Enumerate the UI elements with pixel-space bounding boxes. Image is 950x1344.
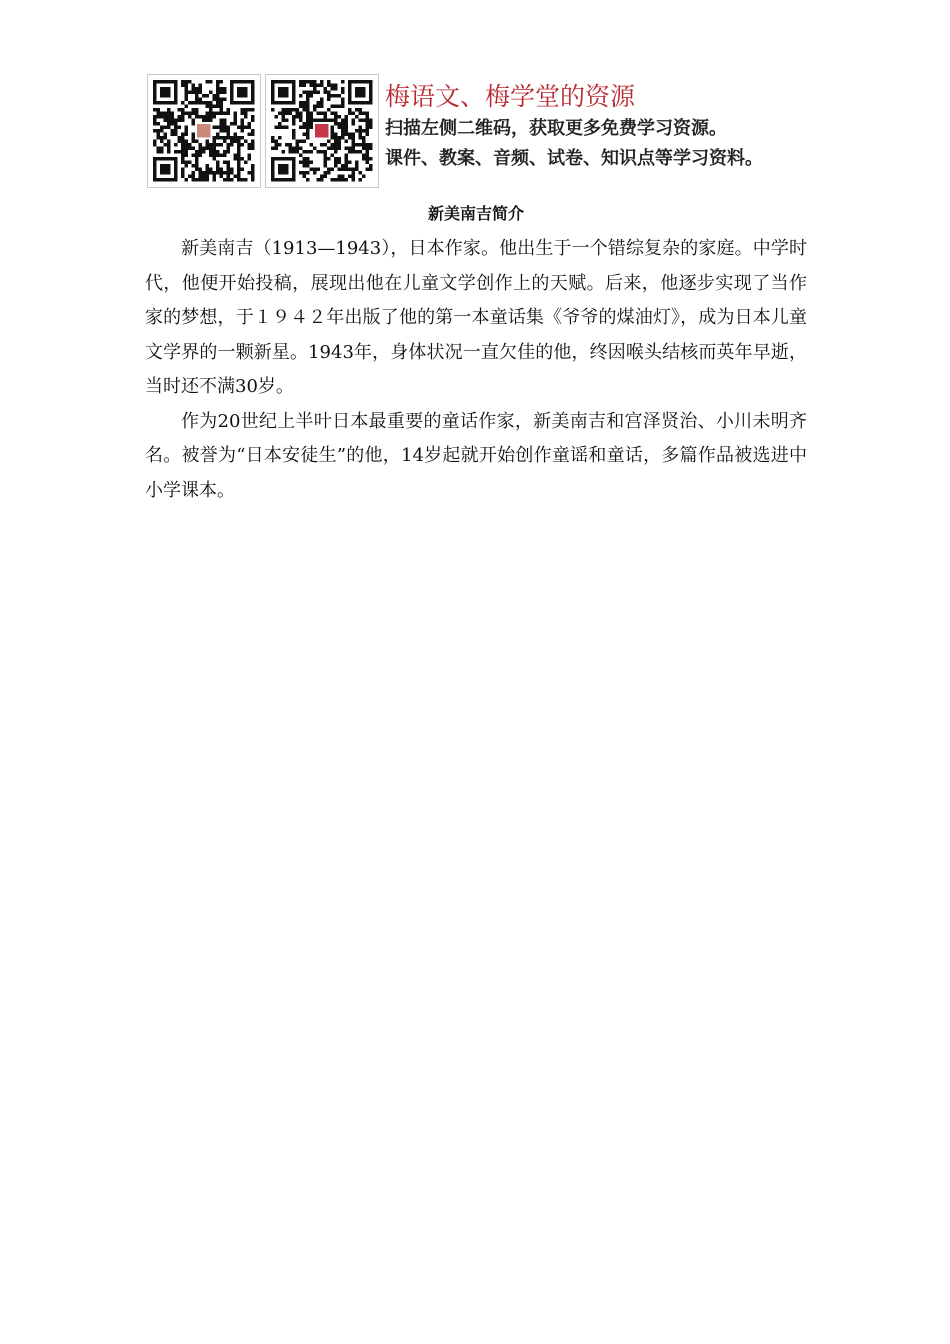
qr-code-image[interactable] bbox=[147, 74, 261, 188]
article-title: 新美南吉简介 bbox=[427, 204, 524, 223]
brand-title: 梅语文、梅学堂的资源 bbox=[385, 82, 636, 111]
qr-code-graphic bbox=[266, 75, 378, 187]
qr-code-graphic bbox=[148, 75, 260, 187]
resource-banner bbox=[147, 74, 807, 188]
promo-line-1: 扫描左侧二维码，获取更多免费学习资源。 bbox=[385, 118, 727, 139]
article-paragraph: 新美南吉（1913—1943），日本作家。他出生于一个错综复杂的家庭。中学时代，他便开始投稿，展现出他在儿童文学创作上的天赋。后来，他逐步实现了当作家的梦想，于１９４２年出版了他的第一本童话集《爷爷的煤油灯》，成为日本儿童文学界的一颗新星。1943年，身体状况一直欠佳的他，终因喉头结核而英年早逝，当时还不满30岁。 bbox=[145, 238, 807, 397]
promo-line-2: 课件、教案、音频、试卷、知识点等学习资料。 bbox=[385, 148, 763, 169]
article-paragraph: 作为20世纪上半叶日本最重要的童话作家，新美南吉和宫泽贤治、小川未明齐名。被誉为“日本安徒生”的他，14岁起就开始创作童谣和童话，多篇作品被选进中小学课本。 bbox=[145, 410, 807, 501]
banner-text bbox=[385, 74, 810, 174]
qr-code-image[interactable] bbox=[265, 74, 379, 188]
article-body bbox=[145, 232, 807, 508]
